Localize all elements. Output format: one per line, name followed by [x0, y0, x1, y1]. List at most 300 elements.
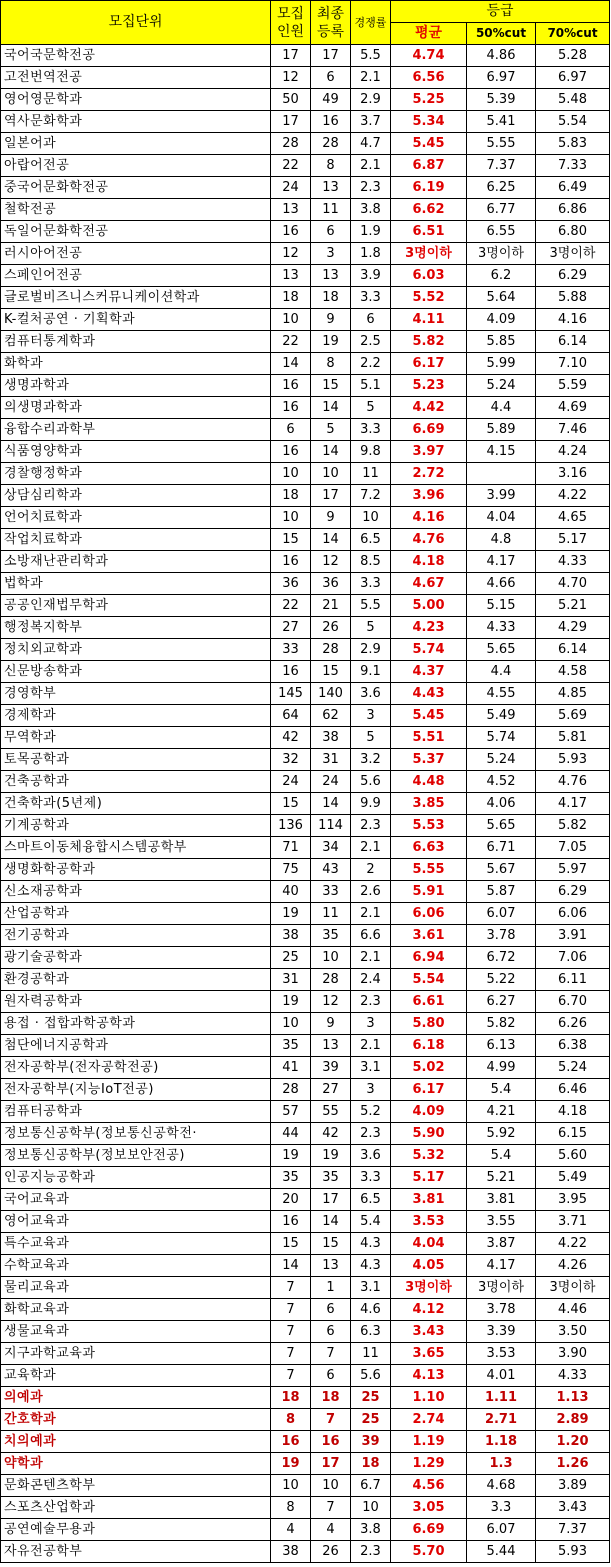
competition-ratio: 7.2	[351, 485, 391, 507]
grade-cut50: 5.92	[467, 1123, 536, 1145]
grade-cut50: 3.87	[467, 1233, 536, 1255]
competition-ratio: 5.5	[351, 595, 391, 617]
registered-count: 43	[311, 859, 351, 881]
unit-name: 융합수리과학부	[1, 419, 271, 441]
grade-cut70: 5.82	[536, 815, 610, 837]
grade-cut50: 3.39	[467, 1321, 536, 1343]
grade-average: 5.45	[391, 133, 467, 155]
grade-cut70: 5.88	[536, 287, 610, 309]
registered-count: 14	[311, 793, 351, 815]
grade-cut70: 4.22	[536, 1233, 610, 1255]
grade-cut70: 3.95	[536, 1189, 610, 1211]
grade-average: 4.56	[391, 1475, 467, 1497]
grade-cut70: 6.26	[536, 1013, 610, 1035]
recruit-count: 35	[271, 1035, 311, 1057]
grade-cut70: 4.46	[536, 1299, 610, 1321]
registered-count: 38	[311, 727, 351, 749]
recruit-count: 16	[271, 551, 311, 573]
grade-average: 6.62	[391, 199, 467, 221]
header-ratio: 경쟁률	[351, 1, 391, 45]
grade-average: 1.29	[391, 1453, 467, 1475]
grade-cut50: 5.89	[467, 419, 536, 441]
registered-count: 19	[311, 1145, 351, 1167]
grade-average: 5.17	[391, 1167, 467, 1189]
registered-count: 13	[311, 1255, 351, 1277]
registered-count: 5	[311, 419, 351, 441]
table-row	[1, 419, 610, 441]
registered-count: 42	[311, 1123, 351, 1145]
registered-count: 39	[311, 1057, 351, 1079]
recruit-count: 18	[271, 485, 311, 507]
registered-count: 28	[311, 969, 351, 991]
competition-ratio: 5.5	[351, 45, 391, 67]
grade-cut50: 6.71	[467, 837, 536, 859]
grade-cut70: 4.85	[536, 683, 610, 705]
grade-average: 4.18	[391, 551, 467, 573]
competition-ratio: 2.3	[351, 1541, 391, 1563]
unit-name: 지구과학교육과	[1, 1343, 271, 1365]
grade-cut70: 4.29	[536, 617, 610, 639]
unit-name: 첨단에너지공학과	[1, 1035, 271, 1057]
competition-ratio: 3.3	[351, 287, 391, 309]
grade-cut50: 4.4	[467, 397, 536, 419]
grade-average: 3.43	[391, 1321, 467, 1343]
table-row	[1, 1277, 610, 1299]
recruit-count: 12	[271, 243, 311, 265]
recruit-count: 31	[271, 969, 311, 991]
table-row	[1, 1079, 610, 1101]
registered-count: 3	[311, 243, 351, 265]
grade-cut70: 6.46	[536, 1079, 610, 1101]
competition-ratio: 8.5	[351, 551, 391, 573]
grade-cut50: 5.55	[467, 133, 536, 155]
competition-ratio: 10	[351, 1497, 391, 1519]
grade-cut70: 2.89	[536, 1409, 610, 1431]
grade-cut70: 5.24	[536, 1057, 610, 1079]
registered-count: 6	[311, 67, 351, 89]
table-row	[1, 331, 610, 353]
competition-ratio: 2.1	[351, 903, 391, 925]
recruit-count: 8	[271, 1497, 311, 1519]
grade-cut70: 5.93	[536, 749, 610, 771]
unit-name: 중국어문화학전공	[1, 177, 271, 199]
recruit-count: 22	[271, 155, 311, 177]
unit-name: 원자력공학과	[1, 991, 271, 1013]
recruit-count: 35	[271, 1167, 311, 1189]
registered-count: 6	[311, 1321, 351, 1343]
grade-cut50: 3.53	[467, 1343, 536, 1365]
recruit-count: 14	[271, 1255, 311, 1277]
unit-name: 화학과	[1, 353, 271, 375]
recruit-count: 10	[271, 507, 311, 529]
recruit-count: 24	[271, 177, 311, 199]
grade-average: 6.03	[391, 265, 467, 287]
unit-name: 역사문화학과	[1, 111, 271, 133]
competition-ratio: 5.2	[351, 1101, 391, 1123]
grade-cut70: 1.13	[536, 1387, 610, 1409]
recruit-count: 25	[271, 947, 311, 969]
unit-name: 고전번역전공	[1, 67, 271, 89]
grade-cut70: 5.49	[536, 1167, 610, 1189]
table-row	[1, 45, 610, 67]
competition-ratio: 2.1	[351, 155, 391, 177]
grade-cut70: 6.29	[536, 265, 610, 287]
grade-cut50: 4.09	[467, 309, 536, 331]
grade-cut50: 5.24	[467, 749, 536, 771]
table-row	[1, 793, 610, 815]
recruit-count: 36	[271, 573, 311, 595]
grade-average: 2.74	[391, 1409, 467, 1431]
competition-ratio: 6	[351, 309, 391, 331]
unit-name: 수학교육과	[1, 1255, 271, 1277]
grade-cut50: 3명이하	[467, 1277, 536, 1299]
grade-cut50: 4.17	[467, 1255, 536, 1277]
table-row	[1, 1453, 610, 1475]
grade-cut50: 4.55	[467, 683, 536, 705]
table-row	[1, 1299, 610, 1321]
table-row	[1, 1013, 610, 1035]
grade-average: 4.48	[391, 771, 467, 793]
registered-count: 17	[311, 485, 351, 507]
grade-average: 5.70	[391, 1541, 467, 1563]
grade-average: 3.61	[391, 925, 467, 947]
grade-cut50: 5.82	[467, 1013, 536, 1035]
unit-name: 생명화학공학과	[1, 859, 271, 881]
unit-name: 생명과학과	[1, 375, 271, 397]
grade-cut70: 4.22	[536, 485, 610, 507]
registered-count: 10	[311, 947, 351, 969]
table-row	[1, 903, 610, 925]
grade-cut70: 4.65	[536, 507, 610, 529]
registered-count: 24	[311, 771, 351, 793]
table-row	[1, 881, 610, 903]
grade-average: 5.25	[391, 89, 467, 111]
grade-cut70: 5.60	[536, 1145, 610, 1167]
recruit-count: 6	[271, 419, 311, 441]
recruit-count: 38	[271, 925, 311, 947]
recruit-count: 7	[271, 1299, 311, 1321]
competition-ratio: 5.6	[351, 1365, 391, 1387]
recruit-count: 75	[271, 859, 311, 881]
registered-count: 9	[311, 309, 351, 331]
grade-average: 5.37	[391, 749, 467, 771]
grade-cut50: 4.4	[467, 661, 536, 683]
table-row	[1, 111, 610, 133]
table-row	[1, 463, 610, 485]
unit-name: 물리교육과	[1, 1277, 271, 1299]
grade-cut70: 5.21	[536, 595, 610, 617]
grade-cut70: 7.33	[536, 155, 610, 177]
grade-average: 6.19	[391, 177, 467, 199]
grade-cut50: 4.17	[467, 551, 536, 573]
unit-name: 기계공학과	[1, 815, 271, 837]
grade-average: 4.12	[391, 1299, 467, 1321]
competition-ratio: 5	[351, 727, 391, 749]
table-row	[1, 947, 610, 969]
competition-ratio: 2.1	[351, 837, 391, 859]
registered-count: 11	[311, 903, 351, 925]
competition-ratio: 2.2	[351, 353, 391, 375]
grade-average: 6.87	[391, 155, 467, 177]
grade-cut50: 4.01	[467, 1365, 536, 1387]
grade-cut50	[467, 463, 536, 485]
grade-cut50: 4.86	[467, 45, 536, 67]
registered-count: 28	[311, 639, 351, 661]
unit-name: 치의예과	[1, 1431, 271, 1453]
competition-ratio: 5.1	[351, 375, 391, 397]
unit-name: 컴퓨터통계학과	[1, 331, 271, 353]
grade-average: 3.85	[391, 793, 467, 815]
grade-cut50: 5.87	[467, 881, 536, 903]
table-row	[1, 991, 610, 1013]
table-row	[1, 375, 610, 397]
competition-ratio: 3.7	[351, 111, 391, 133]
competition-ratio: 3.6	[351, 683, 391, 705]
competition-ratio: 25	[351, 1387, 391, 1409]
unit-name: 간호학과	[1, 1409, 271, 1431]
table-row	[1, 1387, 610, 1409]
registered-count: 12	[311, 551, 351, 573]
grade-cut70: 7.10	[536, 353, 610, 375]
competition-ratio: 10	[351, 507, 391, 529]
competition-ratio: 3	[351, 1079, 391, 1101]
recruit-count: 19	[271, 1453, 311, 1475]
grade-average: 6.63	[391, 837, 467, 859]
competition-ratio: 5.6	[351, 771, 391, 793]
grade-cut50: 1.11	[467, 1387, 536, 1409]
unit-name: 스마트이동체융합시스템공학부	[1, 837, 271, 859]
competition-ratio: 11	[351, 463, 391, 485]
registered-count: 15	[311, 1233, 351, 1255]
grade-cut50: 4.06	[467, 793, 536, 815]
table-row	[1, 749, 610, 771]
grade-average: 4.11	[391, 309, 467, 331]
table-body	[1, 45, 610, 1563]
grade-average: 4.42	[391, 397, 467, 419]
grade-cut50: 5.99	[467, 353, 536, 375]
grade-cut50: 6.25	[467, 177, 536, 199]
registered-count: 26	[311, 617, 351, 639]
competition-ratio: 4.3	[351, 1233, 391, 1255]
grade-average: 3.97	[391, 441, 467, 463]
grade-cut50: 4.8	[467, 529, 536, 551]
header-recruit: 모집 인원	[271, 1, 311, 45]
grade-cut50: 1.3	[467, 1453, 536, 1475]
recruit-count: 7	[271, 1343, 311, 1365]
competition-ratio: 2.9	[351, 639, 391, 661]
table-row	[1, 199, 610, 221]
grade-cut70: 6.06	[536, 903, 610, 925]
registered-count: 10	[311, 463, 351, 485]
unit-name: 인공지능공학과	[1, 1167, 271, 1189]
grade-cut50: 6.07	[467, 1519, 536, 1541]
grade-cut50: 5.74	[467, 727, 536, 749]
unit-name: 공연예술무용과	[1, 1519, 271, 1541]
table-row	[1, 595, 610, 617]
competition-ratio: 11	[351, 1343, 391, 1365]
grade-cut50: 4.04	[467, 507, 536, 529]
unit-name: 환경공학과	[1, 969, 271, 991]
table-row	[1, 815, 610, 837]
unit-name: 일본어과	[1, 133, 271, 155]
recruit-count: 15	[271, 1233, 311, 1255]
grade-cut50: 3.78	[467, 1299, 536, 1321]
unit-name: 정보통신공학부(정보보안전공)	[1, 1145, 271, 1167]
competition-ratio: 3.9	[351, 265, 391, 287]
grade-average: 6.17	[391, 1079, 467, 1101]
grade-cut70: 1.26	[536, 1453, 610, 1475]
unit-name: 의예과	[1, 1387, 271, 1409]
recruit-count: 19	[271, 1145, 311, 1167]
grade-average: 5.23	[391, 375, 467, 397]
recruit-count: 7	[271, 1277, 311, 1299]
competition-ratio: 6.5	[351, 529, 391, 551]
grade-average: 6.17	[391, 353, 467, 375]
unit-name: 화학교육과	[1, 1299, 271, 1321]
grade-average: 1.10	[391, 1387, 467, 1409]
competition-ratio: 5	[351, 397, 391, 419]
competition-ratio: 6.3	[351, 1321, 391, 1343]
registered-count: 16	[311, 111, 351, 133]
unit-name: 산업공학과	[1, 903, 271, 925]
competition-ratio: 6.6	[351, 925, 391, 947]
competition-ratio: 2.6	[351, 881, 391, 903]
unit-name: 정치외교학과	[1, 639, 271, 661]
table-row	[1, 573, 610, 595]
competition-ratio: 2	[351, 859, 391, 881]
recruit-count: 16	[271, 1431, 311, 1453]
table-row	[1, 1541, 610, 1563]
header-cut70: 70%cut	[536, 23, 610, 45]
grade-cut70: 6.14	[536, 639, 610, 661]
competition-ratio: 2.3	[351, 1123, 391, 1145]
registered-count: 19	[311, 331, 351, 353]
registered-count: 4	[311, 1519, 351, 1541]
grade-cut50: 5.44	[467, 1541, 536, 1563]
registered-count: 140	[311, 683, 351, 705]
table-row	[1, 727, 610, 749]
table-row	[1, 89, 610, 111]
header-avg: 평균	[391, 23, 467, 45]
grade-cut50: 6.27	[467, 991, 536, 1013]
table-row	[1, 287, 610, 309]
grade-average: 4.37	[391, 661, 467, 683]
grade-cut70: 5.97	[536, 859, 610, 881]
grade-average: 2.72	[391, 463, 467, 485]
grade-cut70: 5.17	[536, 529, 610, 551]
table-row	[1, 617, 610, 639]
grade-cut50: 3.81	[467, 1189, 536, 1211]
competition-ratio: 39	[351, 1431, 391, 1453]
grade-cut70: 5.28	[536, 45, 610, 67]
unit-name: 아랍어전공	[1, 155, 271, 177]
grade-average: 6.18	[391, 1035, 467, 1057]
registered-count: 13	[311, 265, 351, 287]
grade-average: 3.65	[391, 1343, 467, 1365]
recruit-count: 13	[271, 199, 311, 221]
grade-average: 6.56	[391, 67, 467, 89]
recruit-count: 71	[271, 837, 311, 859]
grade-average: 3명이하	[391, 243, 467, 265]
table-row	[1, 243, 610, 265]
unit-name: 용접 · 접합과학공학과	[1, 1013, 271, 1035]
grade-cut50: 2.71	[467, 1409, 536, 1431]
grade-cut70: 4.24	[536, 441, 610, 463]
grade-average: 5.00	[391, 595, 467, 617]
registered-count: 7	[311, 1497, 351, 1519]
grade-cut70: 3.71	[536, 1211, 610, 1233]
grade-average: 4.13	[391, 1365, 467, 1387]
competition-ratio: 3	[351, 705, 391, 727]
grade-cut70: 5.54	[536, 111, 610, 133]
recruit-count: 14	[271, 353, 311, 375]
grade-average: 4.23	[391, 617, 467, 639]
grade-cut70: 4.58	[536, 661, 610, 683]
competition-ratio: 1.9	[351, 221, 391, 243]
grade-cut50: 6.72	[467, 947, 536, 969]
unit-name: 법학과	[1, 573, 271, 595]
grade-cut50: 7.37	[467, 155, 536, 177]
registered-count: 18	[311, 1387, 351, 1409]
grade-cut70: 4.18	[536, 1101, 610, 1123]
unit-name: 토목공학과	[1, 749, 271, 771]
grade-cut50: 5.4	[467, 1079, 536, 1101]
grade-average: 5.54	[391, 969, 467, 991]
recruit-count: 10	[271, 1013, 311, 1035]
competition-ratio: 6.5	[351, 1189, 391, 1211]
recruit-count: 10	[271, 309, 311, 331]
table-row	[1, 639, 610, 661]
grade-cut70: 6.15	[536, 1123, 610, 1145]
recruit-count: 22	[271, 331, 311, 353]
recruit-count: 38	[271, 1541, 311, 1563]
recruit-count: 12	[271, 67, 311, 89]
recruit-count: 24	[271, 771, 311, 793]
grade-cut50: 5.64	[467, 287, 536, 309]
grade-cut70: 7.05	[536, 837, 610, 859]
unit-name: 컴퓨터공학과	[1, 1101, 271, 1123]
table-row	[1, 1123, 610, 1145]
grade-average: 5.02	[391, 1057, 467, 1079]
recruit-count: 19	[271, 903, 311, 925]
grade-cut50: 5.24	[467, 375, 536, 397]
grade-cut50: 5.22	[467, 969, 536, 991]
grade-average: 3.81	[391, 1189, 467, 1211]
grade-average: 6.69	[391, 1519, 467, 1541]
grade-average: 5.45	[391, 705, 467, 727]
competition-ratio: 3.3	[351, 419, 391, 441]
grade-cut50: 5.21	[467, 1167, 536, 1189]
unit-name: 식품영양학과	[1, 441, 271, 463]
competition-ratio: 2.9	[351, 89, 391, 111]
grade-cut50: 3.78	[467, 925, 536, 947]
unit-name: 철학전공	[1, 199, 271, 221]
unit-name: 영어영문학과	[1, 89, 271, 111]
registered-count: 9	[311, 507, 351, 529]
recruit-count: 7	[271, 1365, 311, 1387]
recruit-count: 22	[271, 595, 311, 617]
recruit-count: 7	[271, 1321, 311, 1343]
grade-average: 5.74	[391, 639, 467, 661]
grade-cut50: 5.85	[467, 331, 536, 353]
grade-cut70: 1.20	[536, 1431, 610, 1453]
grade-cut70: 6.14	[536, 331, 610, 353]
recruit-count: 28	[271, 133, 311, 155]
unit-name: 건축학과(5년제)	[1, 793, 271, 815]
recruit-count: 44	[271, 1123, 311, 1145]
registered-count: 33	[311, 881, 351, 903]
grade-cut50: 5.39	[467, 89, 536, 111]
